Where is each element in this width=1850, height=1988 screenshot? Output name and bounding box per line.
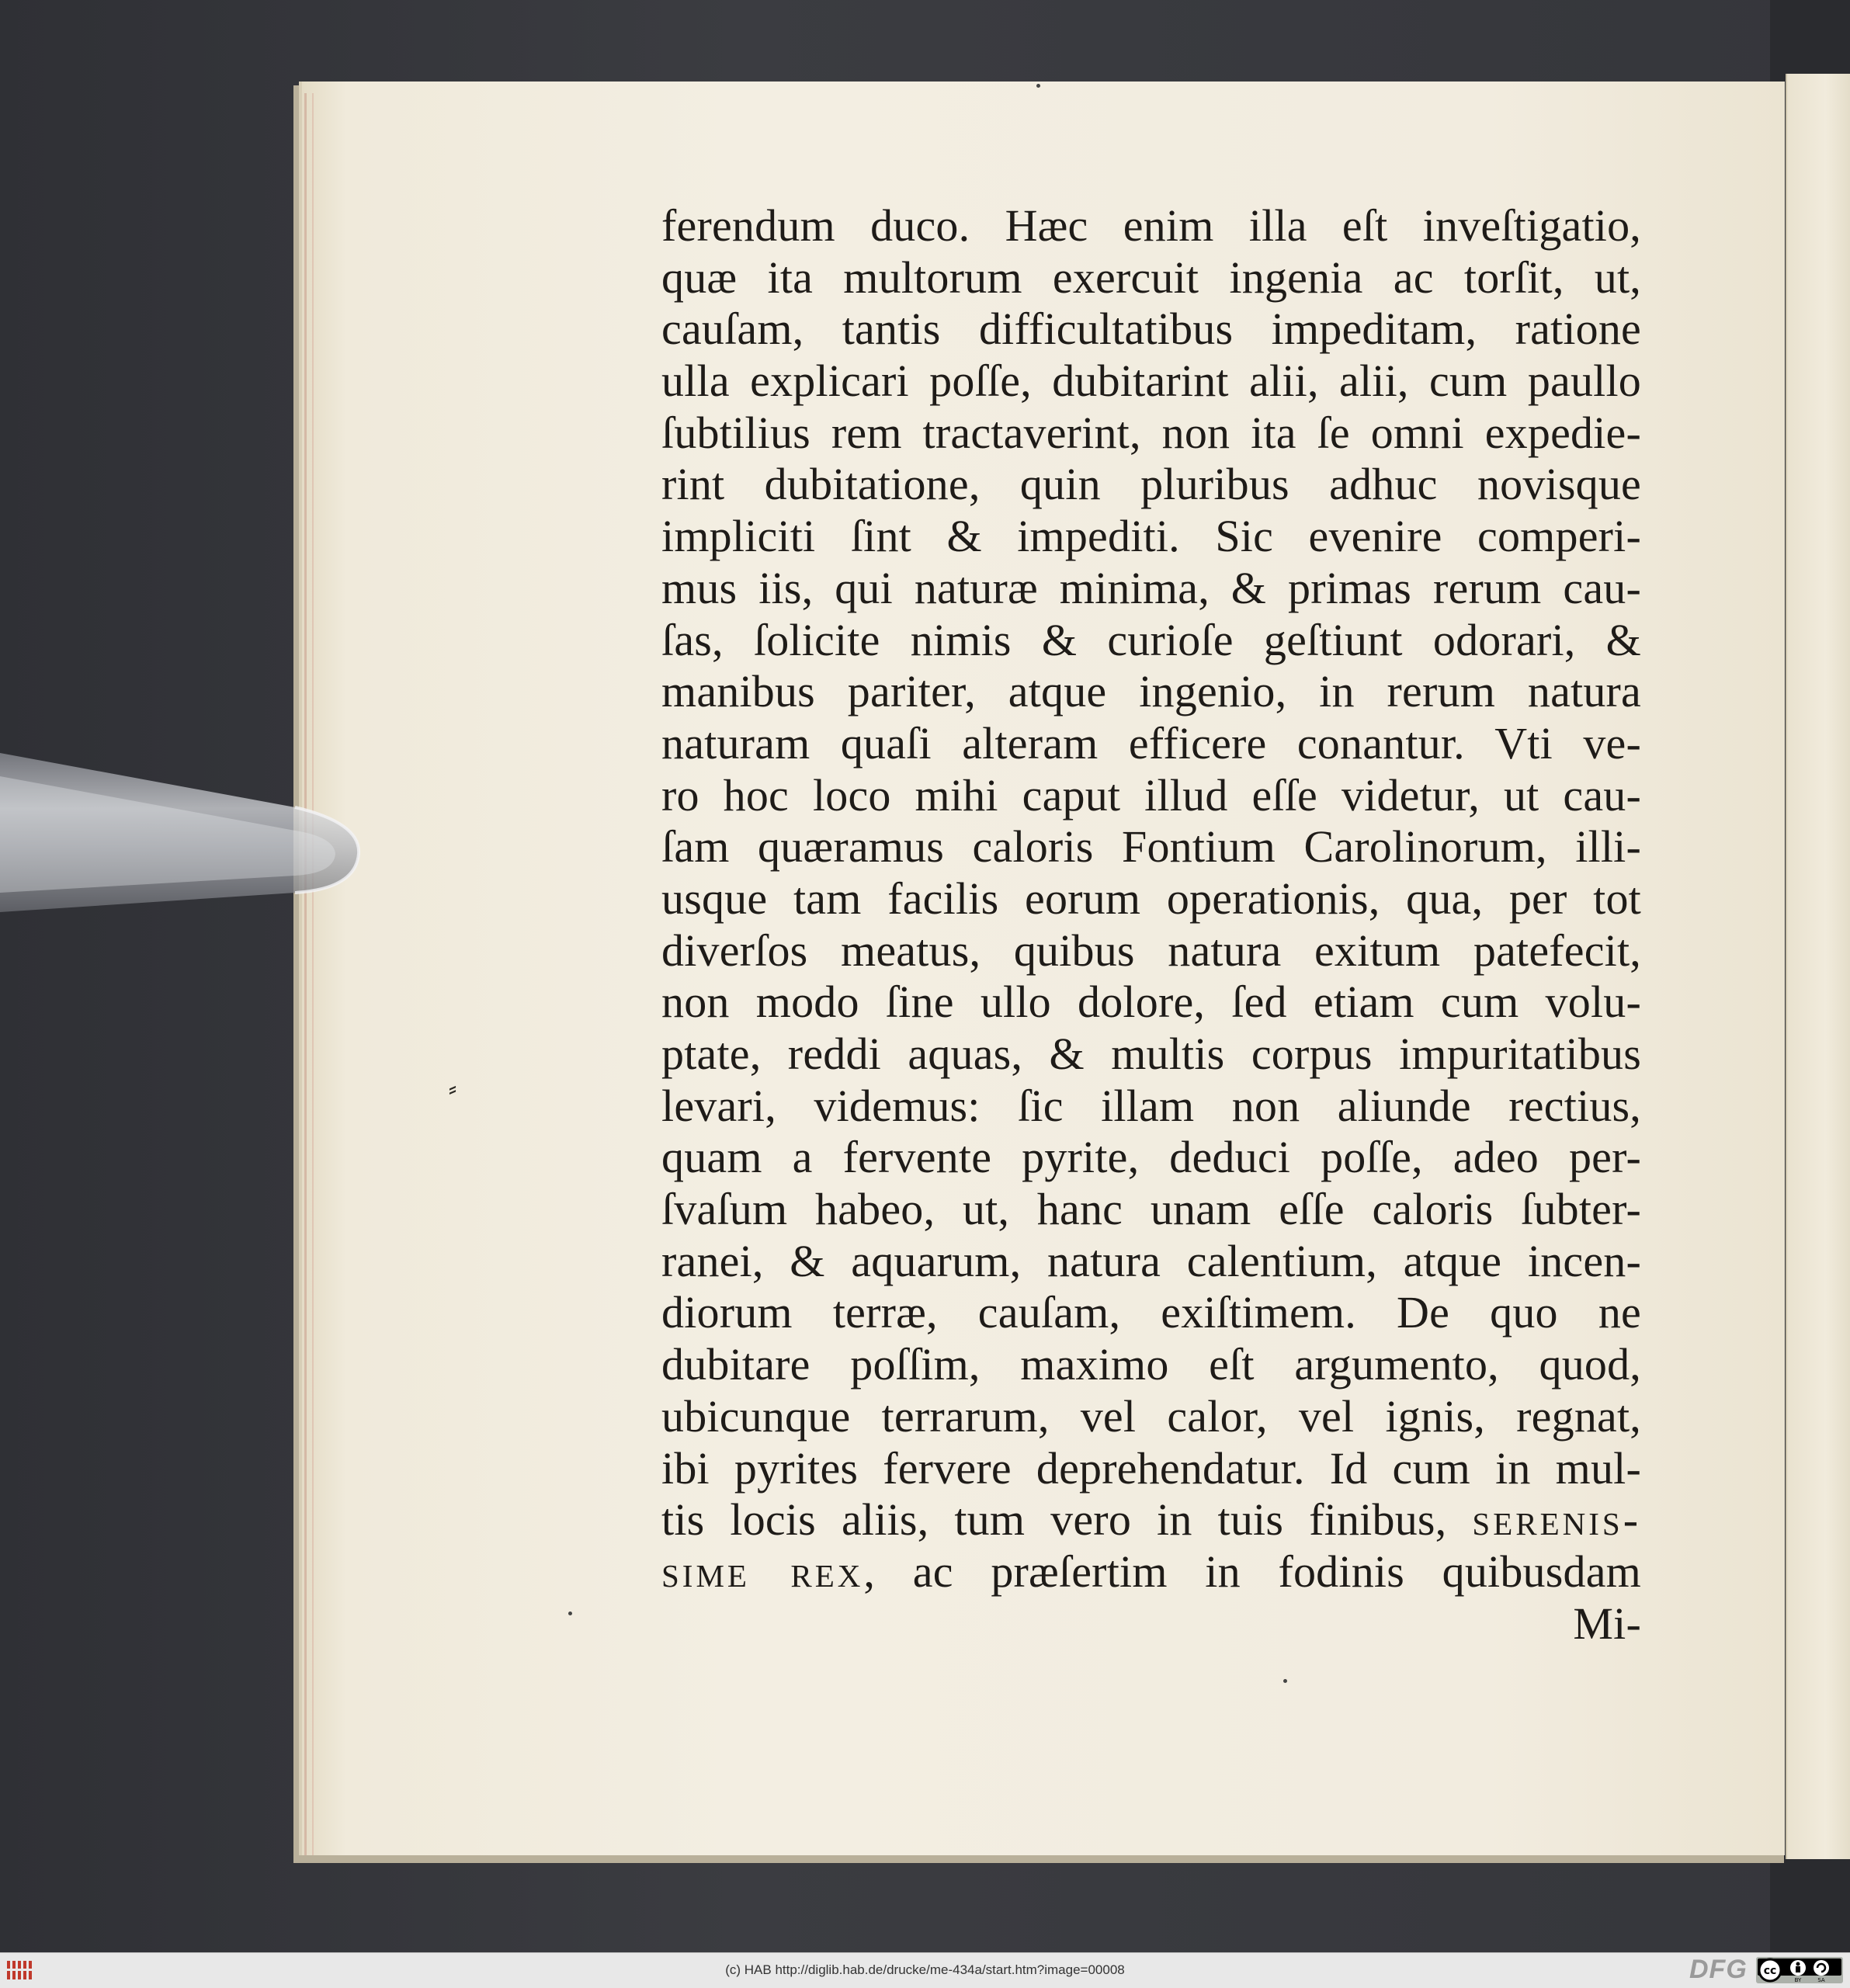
text-line: cauſam, tantis difficultatibus impeditam, ratione	[661, 304, 1641, 355]
margin-mark: ⸗	[449, 1075, 456, 1102]
svg-text:SA: SA	[1817, 1977, 1825, 1983]
text-line: mus iis, qui naturæ minima, & primas rerum cau-	[661, 562, 1641, 613]
text-line: ptate, reddi aquas, & multis corpus impuritatibus	[661, 1029, 1641, 1079]
text-line: naturam quaſi alteram efficere conantur. Vti ve-	[661, 717, 1641, 768]
text-line: non modo ſine ullo dolore, ſed etiam cum volu-	[661, 977, 1641, 1028]
text-line: ferendum duco. Hæc enim illa eſt inveſtigatio,	[661, 200, 1641, 251]
text-line: quæ ita multorum exercuit ingenia ac torſit, ut,	[661, 252, 1641, 303]
text-line: quam a fervente pyrite, deduci poſſe, adeo per-	[661, 1132, 1641, 1183]
paper-speck	[568, 1612, 572, 1615]
text-line: ſam quæramus caloris Fontium Carolinorum, illi-	[661, 821, 1641, 873]
text-line: ſvaſum habeo, ut, hanc unam eſſe caloris ſubter-	[661, 1184, 1641, 1235]
text-line	[661, 1494, 1641, 1546]
text-line: ſubtilius rem tractaverint, non ita ſe omni expedie-	[661, 407, 1641, 458]
body-text	[661, 200, 1641, 1650]
text-line: impliciti ſint & impediti. Sic evenire comperi-	[661, 511, 1641, 562]
smallcaps-text: serenis-	[1472, 1494, 1642, 1546]
text-line: diorum terræ, cauſam, exiſtimem. De quo ne	[661, 1287, 1641, 1338]
text-line: ubicunque terrarum, vel calor, vel ignis, regnat,	[661, 1390, 1641, 1442]
text-line: ibi pyrites fervere deprehendatur. Id cum in mul-	[661, 1442, 1641, 1494]
text-line: ranei, & aquarum, natura calentium, atque incen-	[661, 1235, 1641, 1286]
svg-text:cc: cc	[1763, 1965, 1777, 1977]
text-line: levari, videmus: ſic illam non aliunde rectius,	[661, 1080, 1641, 1131]
svg-text:BY: BY	[1794, 1977, 1802, 1983]
text-line: dubitare poſſim, maximo eſt argumento, quod,	[661, 1339, 1641, 1390]
text-segment: , ac præſertim in fodinis quibusdam	[863, 1546, 1641, 1597]
cc-by-sa-icon[interactable]	[1756, 1957, 1843, 1983]
paper-speck	[1283, 1679, 1287, 1683]
text-line: ro hoc loco mihi caput illud eſſe videtur, ut cau-	[661, 769, 1641, 821]
page-edge-line	[312, 93, 314, 1855]
text-line	[661, 1546, 1641, 1598]
page-clip-image	[0, 745, 365, 924]
page-edge-line	[304, 93, 307, 1855]
dfg-logo: DFG	[1689, 1955, 1748, 1984]
paper-speck	[1036, 84, 1040, 88]
catchword: Mi-	[1573, 1598, 1641, 1649]
text-line: usque tam facilis eorum operationis, qua, per tot	[661, 873, 1641, 924]
text-line: ulla explicari poſſe, dubitarint alii, alii, cum paullo	[661, 356, 1641, 407]
copyright-link[interactable]: (c) HAB http://diglib.hab.de/drucke/me-434a/start.htm?image=00008	[725, 1962, 1125, 1977]
text-line: ſas, ſolicite nimis & curioſe geſtiunt odorari, &	[661, 614, 1641, 665]
text-segment: tis locis aliis, tum vero in tuis finibus,	[661, 1494, 1447, 1546]
text-line: manibus pariter, atque ingenio, in rerum natura	[661, 666, 1641, 717]
text-line: rint dubitatione, quin pluribus adhuc novisque	[661, 459, 1641, 510]
adjacent-page-edge	[1786, 74, 1850, 1859]
text-line: diverſos meatus, quibus natura exitum patefecit,	[661, 925, 1641, 976]
smallcaps-text: sime rex	[661, 1546, 864, 1597]
